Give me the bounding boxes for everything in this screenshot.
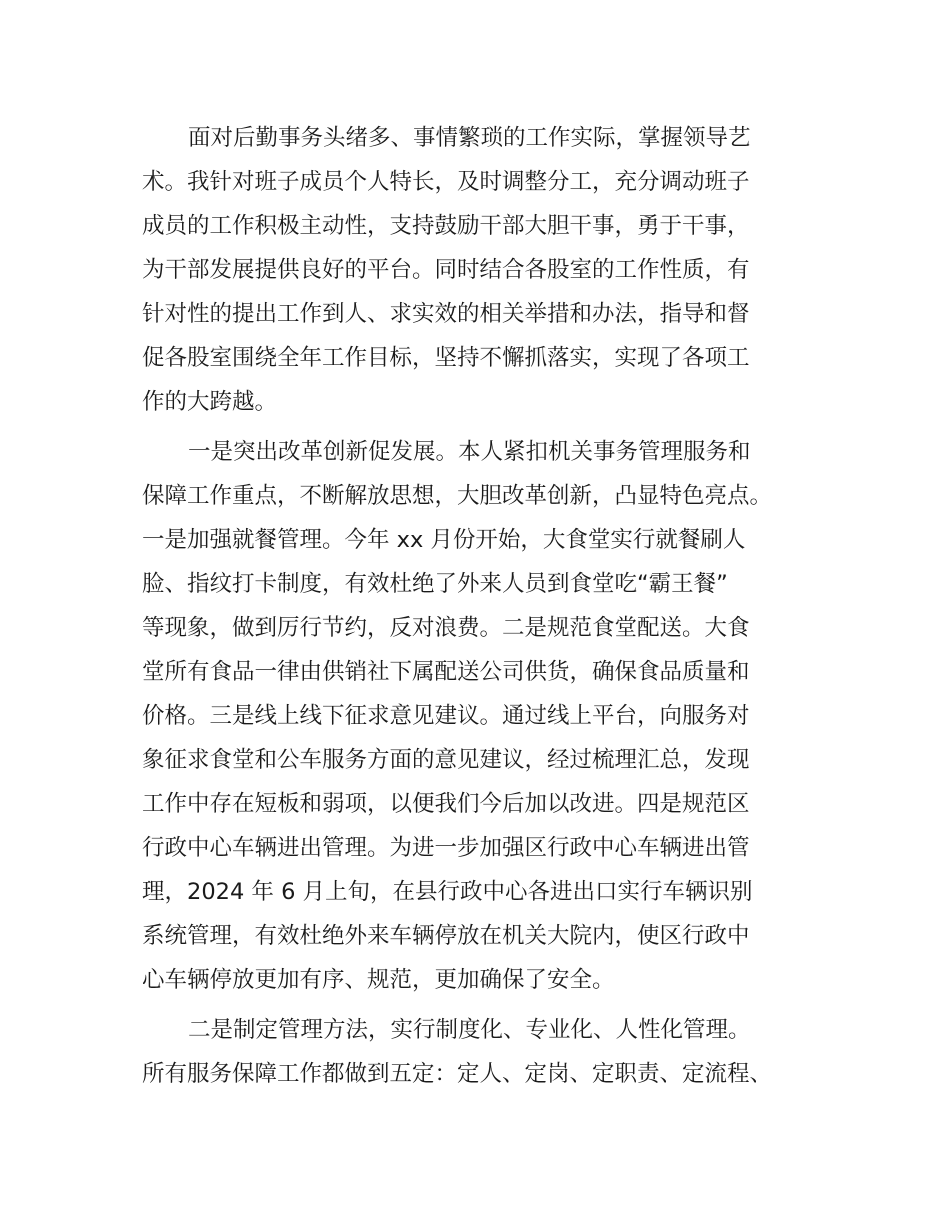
- paragraph-2-line-9: 工作中存在短板和弱项，以便我们今后加以改进。四是规范区: [142, 791, 750, 817]
- paragraph-2-line-2: 保障工作重点，不断解放思想，大胆改革创新，凸显特色亮点。: [142, 483, 773, 509]
- paragraph-1-line-1: 面对后勤事务头绪多、事情繁琐的工作实际，掌握领导艺: [188, 125, 751, 151]
- paragraph-1-line-3: 成员的工作积极主动性，支持鼓励干部大胆干事，勇于干事，: [142, 213, 750, 239]
- paragraph-2-line-12: 系统管理，有效杜绝外来车辆停放在机关大院内，使区行政中: [142, 923, 750, 949]
- paragraph-3-line-2: 所有服务保障工作都做到五定：定人、定岗、定职责、定流程、: [142, 1061, 773, 1087]
- paragraph-1-line-5: 针对性的提出工作到人、求实效的相关举措和办法，指导和督: [142, 301, 750, 327]
- paragraph-1-line-2: 术。我针对班子成员个人特长，及时调整分工，充分调动班子: [142, 169, 750, 195]
- paragraph-2-line-3: 一是加强就餐管理。今年 xx 月份开始，大食堂实行就餐刷人: [142, 527, 746, 553]
- paragraph-2-line-4: 脸、指纹打卡制度，有效杜绝了外来人员到食堂吃“霸王餐”: [142, 571, 728, 597]
- paragraph-2-line-5: 等现象，做到厉行节约，反对浪费。二是规范食堂配送。大食: [142, 615, 750, 641]
- paragraph-2-line-13: 心车辆停放更加有序、规范，更加确保了安全。: [142, 967, 615, 993]
- paragraph-2-line-7: 价格。三是线上线下征求意见建议。通过线上平台，向服务对: [142, 703, 750, 729]
- paragraph-2-line-10: 行政中心车辆进出管理。为进一步加强区行政中心车辆进出管: [142, 835, 750, 861]
- paragraph-1-line-6: 促各股室围绕全年工作目标，坚持不懈抓落实，实现了各项工: [142, 345, 750, 371]
- paragraph-2-line-11: 理，2024 年 6 月上旬，在县行政中心各进出口实行车辆识别: [142, 879, 753, 905]
- paragraph-2-line-1: 一是突出改革创新促发展。本人紧扣机关事务管理服务和: [188, 439, 751, 465]
- paragraph-1-line-7: 作的大跨越。: [142, 389, 278, 415]
- paragraph-3-line-1: 二是制定管理方法，实行制度化、专业化、人性化管理。: [188, 1017, 751, 1043]
- paragraph-1-line-4: 为干部发展提供良好的平台。同时结合各股室的工作性质，有: [142, 257, 750, 283]
- paragraph-2-line-6: 堂所有食品一律由供销社下属配送公司供货，确保食品质量和: [142, 659, 750, 685]
- paragraph-2-line-8: 象征求食堂和公车服务方面的意见建议，经过梳理汇总，发现: [142, 747, 750, 773]
